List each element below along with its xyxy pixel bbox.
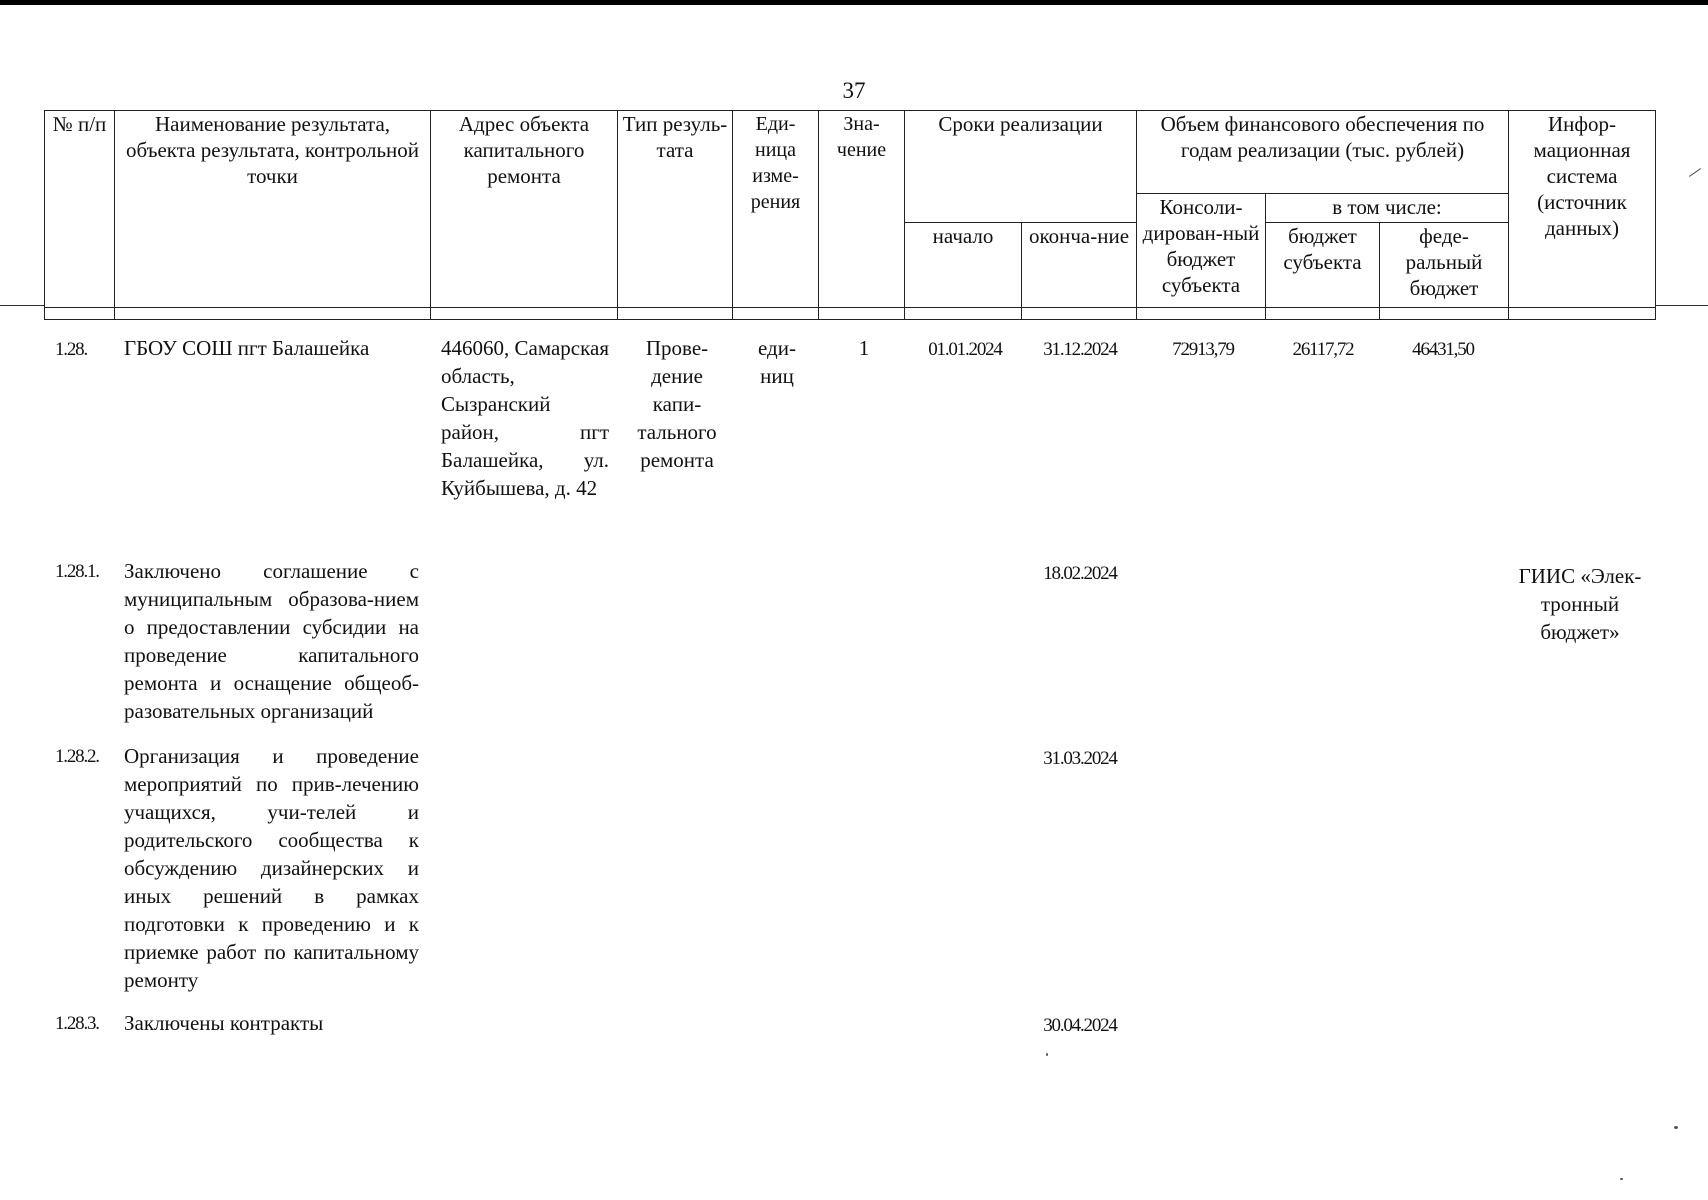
row-1282-num: 1.28.2. — [55, 746, 99, 767]
row-1282-end: 31.03.2024 — [1043, 748, 1117, 769]
row-128-name: ГБОУ СОШ пгт Балашейка — [124, 336, 370, 360]
row-128-value: 1 — [858, 336, 870, 360]
header-terms: Сроки реализации — [905, 111, 1137, 223]
header-type: Тип резуль-тата — [618, 111, 733, 308]
header-finance: Объем финансового обеспечения по годам реализации (тыс. рублей) — [1137, 111, 1509, 194]
header-end: оконча-ние — [1022, 223, 1137, 308]
scan-mark — [1689, 168, 1701, 177]
header-spacer-row — [45, 308, 1656, 320]
row-128-end: 31.12.2024 — [1043, 339, 1117, 360]
row-1282-name: Организация и проведение мероприятий по прив-лечению учащихся, учи-телей и родительского сообщества к обсуждению дизайнерских и иных решений в рамках подготовки к проведению и к приемке работ по капитальному ремонту — [124, 744, 419, 992]
row-1281-info: ГИИС «Элек-тронный бюджет» — [1518, 564, 1642, 644]
row-128-unit: еди-ниц — [758, 336, 796, 388]
header-start: начало — [905, 223, 1022, 308]
scan-top-edge — [0, 0, 1708, 5]
row-128-type: Прове-дение капи-тального ремонта — [637, 336, 717, 472]
row-128-federal-budget: 46431,50 — [1412, 339, 1474, 360]
header-info: Инфор-мационная система (источник данных) — [1509, 111, 1656, 308]
header-subject-budget: бюджет субъекта — [1266, 223, 1380, 308]
row-128-subject-budget: 26117,72 — [1292, 339, 1354, 360]
page-number: 37 — [842, 78, 866, 103]
header-value: Зна-чение — [819, 111, 905, 308]
row-1281-name: Заключено соглашение с муниципальным образова-нием о предоставлении субсидии на проведение капитального ремонта и оснащение общеоб-разовательных организаций — [124, 559, 419, 723]
row-128-address: 446060, Самарская область, Сызранский район, пгт Балашейка, ул. Куйбышева, д. 42 — [441, 336, 609, 500]
row-1281-end: 18.02.2024 — [1043, 563, 1117, 584]
header-unit: Еди-ница изме-рения — [733, 111, 819, 308]
header-num: № п/п — [45, 111, 115, 308]
header-name: Наименование результата, объекта результата, контрольной точки — [115, 111, 431, 308]
header-address: Адрес объекта капитального ремонта — [431, 111, 618, 308]
row-1281-num: 1.28.1. — [55, 561, 99, 582]
row-1283-num: 1.28.3. — [55, 1013, 99, 1034]
scan-line-right — [1655, 305, 1708, 306]
header-including: в том числе: — [1266, 194, 1509, 223]
scan-speck — [1620, 1178, 1623, 1180]
header-table — [44, 110, 1656, 320]
row-128-start: 01.01.2024 — [928, 339, 1002, 360]
row-1283-name: Заключены контракты — [124, 1011, 324, 1035]
scan-line-left — [0, 305, 44, 306]
scan-speck — [1674, 1126, 1678, 1129]
row-128-num: 1.28. — [55, 339, 88, 360]
scan-speck — [1046, 1053, 1048, 1056]
row-128-consolidated: 72913,79 — [1172, 339, 1234, 360]
row-1283-end: 30.04.2024 — [1043, 1015, 1117, 1036]
header-federal-budget: феде-ральный бюджет — [1380, 223, 1509, 308]
header-consolidated: Консоли-дирован-ный бюджет субъекта — [1137, 194, 1266, 308]
